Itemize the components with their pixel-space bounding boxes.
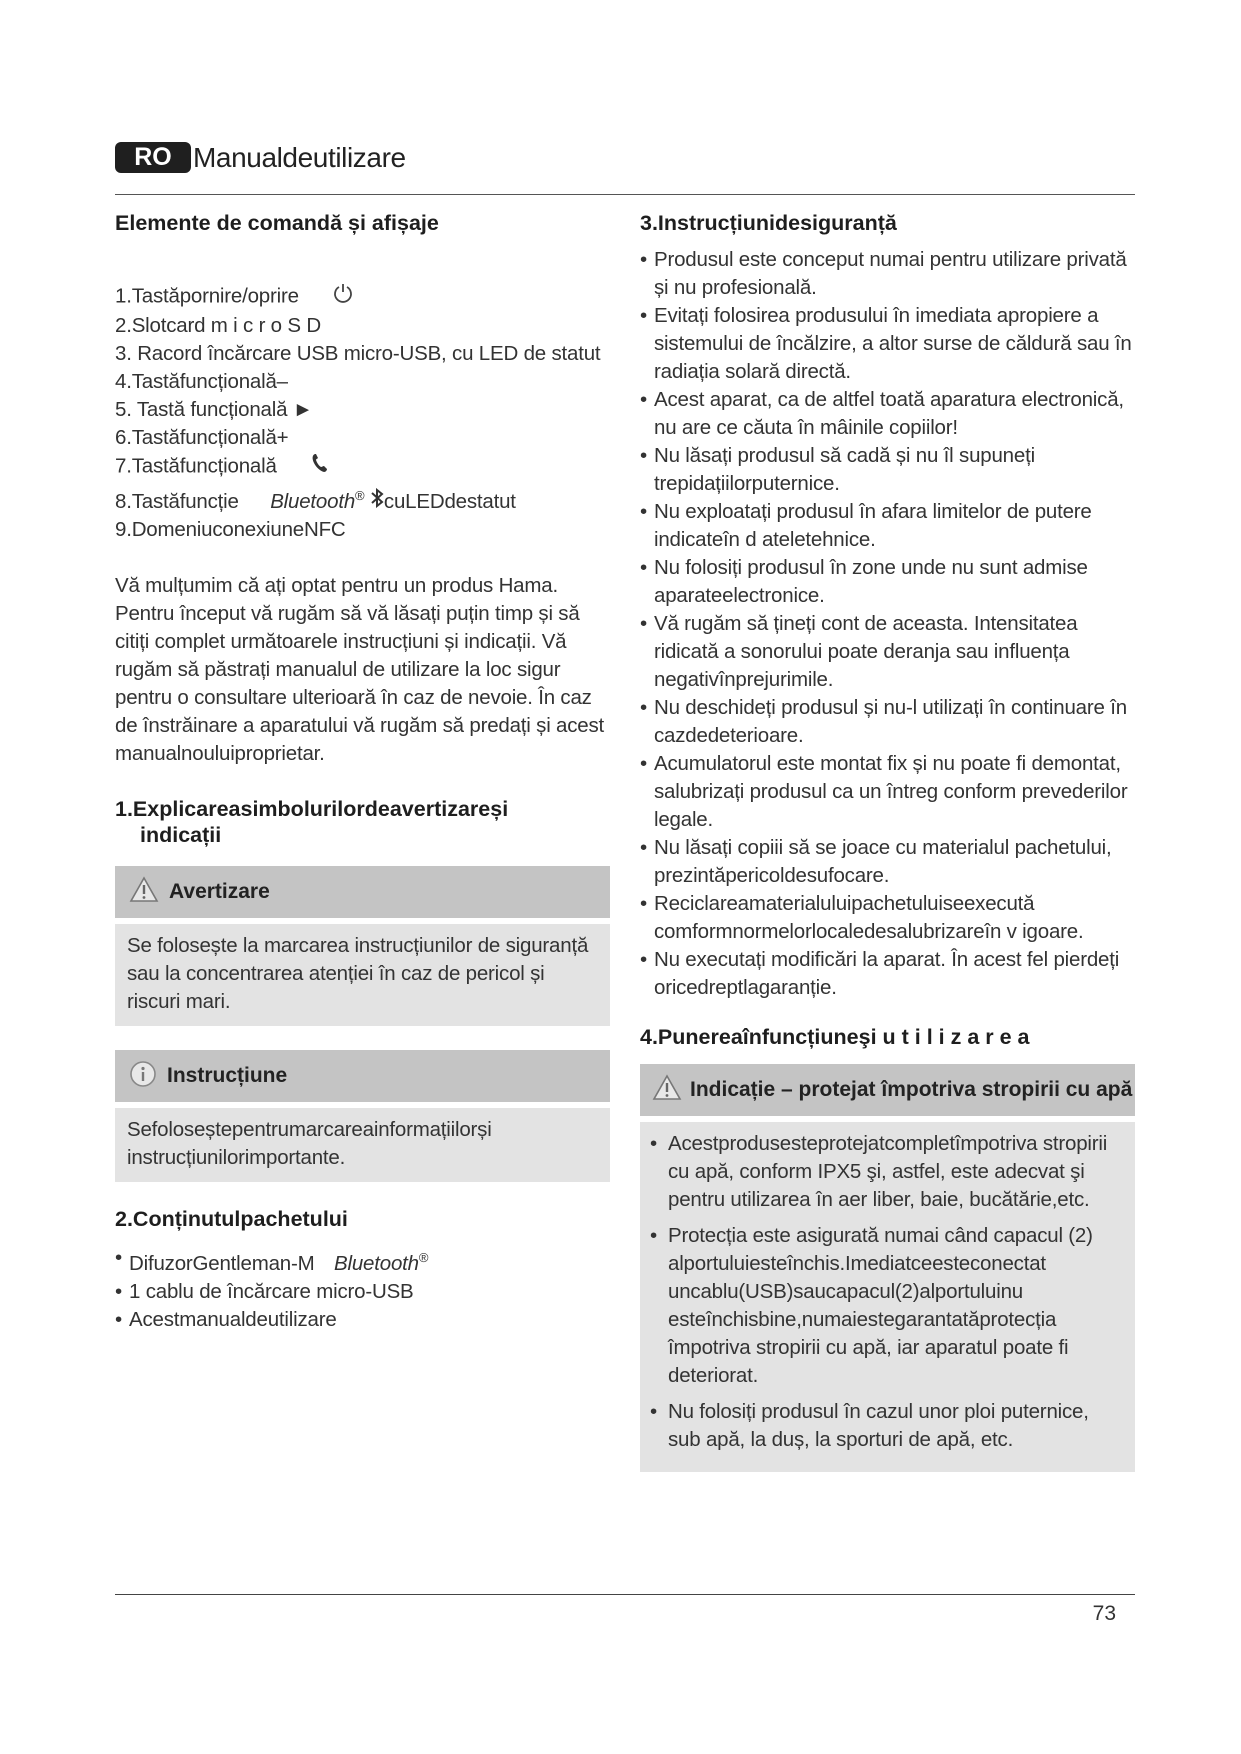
list-item: • Nu executați modificări la aparat. În acest fel pierdeți oricedreptlagaranție. bbox=[640, 946, 1135, 1002]
list-item: • 1 cablu de încărcare micro-USB bbox=[115, 1278, 610, 1306]
warning-box-text: Se folosește la marcarea instrucțiunilor de siguranță sau la concentrarea atenției în caz de pericol și riscuri mari. bbox=[115, 924, 610, 1026]
section2-heading: 2.Conținutulpachetului bbox=[115, 1207, 348, 1232]
page-number: 73 bbox=[1092, 1602, 1116, 1625]
control-item: 5. Tastă funcțională ► bbox=[115, 398, 313, 421]
section-usage bbox=[640, 1024, 1135, 1472]
list-item: • Acestprodusesteprotejatcompletîmpotriva stropirii cu apă, conform IPX5 şi, astfel, este adecvat şi pentru utilizarea în aer liber, baie, bucătărie,etc. bbox=[650, 1130, 1123, 1214]
list-item: • Nu lăsați copiii să se joace cu materialul pachetului, prezintăpericoldesufocare. bbox=[640, 834, 1135, 890]
list-item: • Nu lăsați produsul să cadă și nu îl supuneți trepidațiilorputernice. bbox=[640, 442, 1135, 498]
list-item: • Acestmanualdeutilizare bbox=[115, 1306, 610, 1334]
list-item: • DifuzorGentleman-M Bluetooth® bbox=[115, 1244, 610, 1278]
left-column bbox=[115, 210, 610, 1334]
control-item: 4.Tastăfuncțională– bbox=[115, 370, 288, 393]
list-item: • Evitați folosirea produsului în imediata apropiere a sistemului de încălzire, a altor surse de căldură sau în radiația solară directă. bbox=[640, 302, 1135, 386]
control-item: 8.Tastăfuncție Bluetooth® cuLEDdestatut bbox=[115, 482, 610, 516]
intro-paragraph: Vă mulțumim că ați optat pentru un produs Hama. Pentru început vă rugăm să vă lăsați puțin timp și să citiți complet următoarele instrucțiuni și indicații. Vă rugăm să păstrați manualul de utilizare la loc sigur pentru o consultare ulterioară în caz de nevoie. În caz de înstrăinare a aparatului vă rugăm să predați și acest manualnouluiproprietar. bbox=[115, 574, 605, 766]
indication-box-header: Indicație – protejat împotriva stropirii cu apă bbox=[640, 1064, 1135, 1116]
list-item: • Nu folosiți produsul în zone unde nu sunt admise aparateelectronice. bbox=[640, 554, 1135, 610]
indication-box-body bbox=[640, 1122, 1135, 1472]
list-item: • Protecția este asigurată numai când capacul (2) alportuluiesteînchis.Imediatceesteconectat uncablu(USB)saucapacul(2)alportuluinu esteînchisbine,numaiestegarantatăprotecția împotriva stropirii cu apă, iar aparatul poate fi deteriorat. bbox=[650, 1222, 1123, 1390]
control-item: 9.DomeniuconexiuneNFC bbox=[115, 518, 346, 542]
list-item: • Vă rugăm să țineți cont de aceasta. Intensitatea ridicată a sonorului poate deranja sau influența negativînprejurimile. bbox=[640, 610, 1135, 694]
usage-list bbox=[650, 1130, 1123, 1454]
controls-list bbox=[115, 282, 610, 544]
control-item: 1.Tastăpornire/oprire bbox=[115, 282, 610, 312]
safety-list bbox=[640, 246, 1135, 1002]
package-list bbox=[115, 1244, 610, 1334]
list-item: • Nu deschideți produsul și nu-l utilizați în continuare în cazdedeterioare. bbox=[640, 694, 1135, 750]
warning-icon bbox=[652, 1074, 682, 1106]
page-header bbox=[115, 140, 1135, 195]
section3-heading: 3.Instrucțiunidesiguranță bbox=[640, 211, 897, 235]
phone-icon bbox=[310, 452, 330, 482]
language-badge: RO bbox=[115, 142, 191, 173]
list-item: • Reciclareamaterialuluipachetuluiseexecută comformnormelorlocaledesalubrizareîn v igoare. bbox=[640, 890, 1135, 946]
footer-divider bbox=[115, 1594, 1135, 1595]
note-box-text: Sefoloseștepentrumarcareainformațiilorși instrucțiunilorimportante. bbox=[115, 1108, 610, 1182]
control-item: 3. Racord încărcare USB micro-USB, cu LED de statut bbox=[115, 342, 601, 365]
list-item: • Nu folosiți produsul în cazul unor ploi puternice, sub apă, la duș, la sporturi de apă, etc. bbox=[650, 1398, 1123, 1454]
list-item: • Acest aparat, ca de altfel toată aparatura electronică, nu are ce căuta în mâinile copiilor! bbox=[640, 386, 1135, 442]
list-item: • Produsul este conceput numai pentru utilizare privată și nu profesională. bbox=[640, 246, 1135, 302]
bluetooth-icon bbox=[370, 488, 384, 516]
list-item: • Nu exploatați produsul în afara limitelor de putere indicateîn d ateletehnice. bbox=[640, 498, 1135, 554]
section-symbols bbox=[115, 796, 610, 1182]
section-package bbox=[115, 1206, 610, 1334]
control-item: 7.Tastăfuncțională bbox=[115, 452, 610, 482]
list-item: • Acumulatorul este montat fix și nu poate fi demontat, salubrizați produsul ca un întreg conform prevederilor legale. bbox=[640, 750, 1135, 834]
section4-heading: 4.Punereaînfuncțiuneşi u t i l i z a r e a bbox=[640, 1025, 1030, 1049]
control-item: 2.Slotcard m i c r o S D bbox=[115, 314, 321, 337]
control-item: 6.Tastăfuncțională+ bbox=[115, 426, 289, 449]
controls-heading: Elemente de comandă și afișaje bbox=[115, 211, 439, 235]
note-box-header: Instrucțiune bbox=[115, 1050, 610, 1102]
warning-icon bbox=[129, 876, 159, 908]
warning-box-header: Avertizare bbox=[115, 866, 610, 918]
section1-heading: 1.Explicareasimbolurilordeavertizareși indicații bbox=[115, 797, 509, 848]
info-icon bbox=[129, 1060, 157, 1093]
right-column bbox=[640, 210, 1135, 1472]
document-title: Manualdeutilizare bbox=[193, 142, 406, 173]
power-icon bbox=[332, 282, 354, 312]
